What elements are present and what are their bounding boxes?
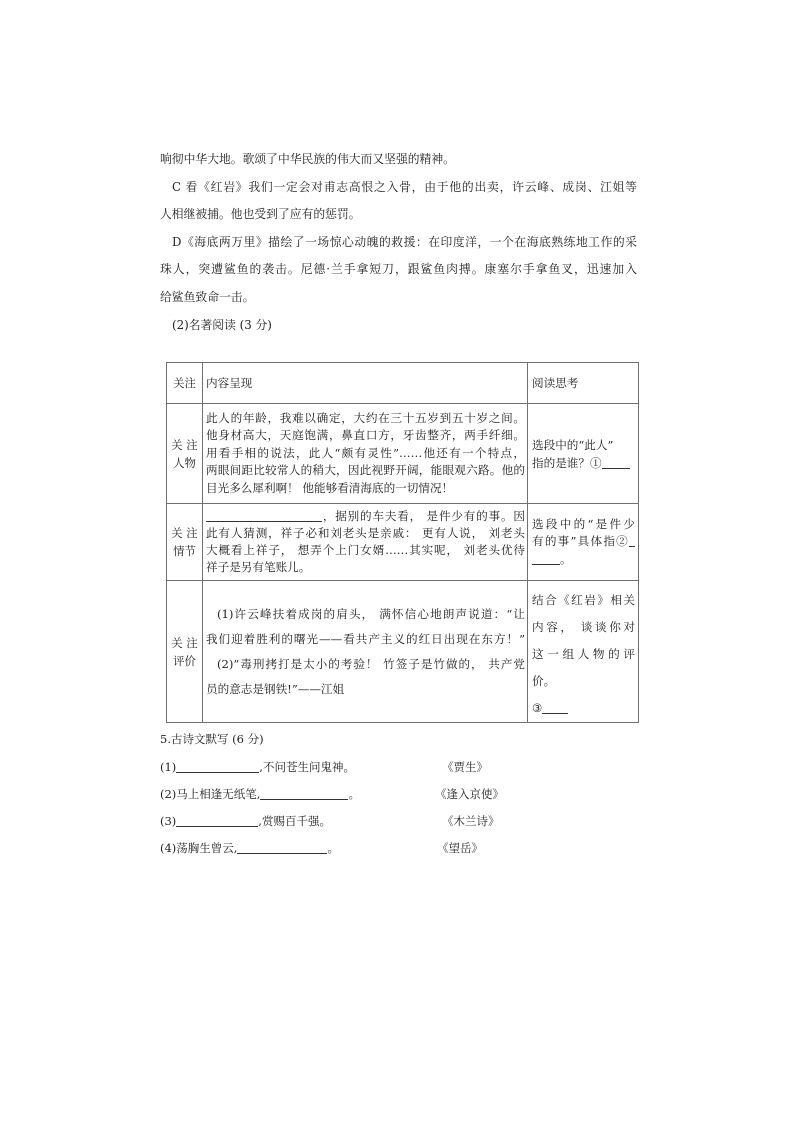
option-d bbox=[160, 229, 637, 312]
answer-blank bbox=[260, 788, 348, 800]
passage-excerpt bbox=[160, 146, 637, 312]
answer-blank bbox=[237, 842, 327, 854]
question-line bbox=[532, 695, 635, 722]
question-heading: 5.古诗文默写 (6 分) bbox=[160, 732, 264, 746]
question-text: ③ bbox=[532, 701, 543, 715]
dictation-item bbox=[160, 781, 580, 808]
content-line: 他身材高大，天庭饱满，鼻直口方，牙齿整齐，两手纤细。 bbox=[206, 428, 525, 443]
question-line bbox=[532, 533, 635, 551]
content-text: ，据别的车夫看， 是件少有的事。因 bbox=[322, 509, 525, 523]
content-line: 此人的年龄，我难以确定，大约在三十五岁到五十岁之间。 bbox=[206, 410, 525, 425]
answer-blank bbox=[176, 815, 258, 827]
answer-blank bbox=[206, 510, 322, 522]
row-label-line: 情节 bbox=[173, 544, 196, 558]
header-focus: 关注 bbox=[167, 363, 203, 404]
table-row bbox=[167, 581, 639, 723]
answer-blank bbox=[176, 761, 259, 773]
question-line: 选段中的“是件少 bbox=[532, 516, 635, 531]
item-text: (1) bbox=[160, 760, 177, 774]
content-line: 大概看上祥子， 想弄个上门女婿……其实呢， 刘老头优待 bbox=[206, 543, 525, 557]
content-line: 祥子是另有笔账儿。 bbox=[206, 560, 311, 574]
answer-blank bbox=[542, 702, 568, 714]
dictation-item bbox=[160, 754, 580, 781]
passage-line: 响彻中华大地。歌颂了中华民族的伟大而又坚强的精神。 bbox=[160, 152, 455, 166]
option-c-line: C 看《红岩》我们一定会对甫志高恨之入骨，由于他的出卖，许云峰、成岗、江姐等 bbox=[172, 179, 637, 194]
item-text: ,赏赐百千强。 bbox=[258, 814, 331, 828]
row-label-line: 人物 bbox=[173, 455, 196, 470]
table-row bbox=[167, 404, 639, 504]
content-line: 用看手相的说法，此人“颇有灵性”……他还有一个特点， bbox=[206, 445, 525, 460]
poem-source: 《望岳》 bbox=[437, 841, 483, 855]
content-line: 两眼间距比较常人的稍大，因此视野开阔，能眼观六路。他的 bbox=[206, 463, 525, 478]
item-text: (4)荡胸生曾云, bbox=[160, 841, 238, 855]
question-text: 。 bbox=[560, 551, 572, 566]
reading-table bbox=[166, 362, 639, 723]
option-d-line: 珠人，突遭鲨鱼的袭击。尼德·兰手拿短刀，跟鲨鱼肉搏。康塞尔手拿鱼叉，迅速加入 bbox=[160, 262, 637, 277]
dictation-section bbox=[160, 725, 580, 862]
answer-blank bbox=[532, 553, 560, 565]
poem-source: 《贾生》 bbox=[442, 760, 488, 774]
question-line: 结合《红岩》相关 bbox=[532, 593, 635, 607]
option-c-line: 人相继被捕。他也受到了应有的惩罚。 bbox=[160, 207, 361, 222]
question-line: 内容， 谈谈你对 bbox=[532, 620, 635, 634]
dictation-item bbox=[160, 808, 580, 835]
row-label-character bbox=[167, 404, 203, 504]
content-line: 我们迎着胜利的曙光——看共产主义的红日出现在东方！” bbox=[206, 631, 525, 646]
poem-source: 《木兰诗》 bbox=[442, 814, 500, 828]
content-line: (2)”毒刑拷打是太小的考验！ 竹签子是竹做的， 共产党 bbox=[217, 656, 525, 671]
option-d-line: 给鲨鱼致命一击。 bbox=[160, 289, 255, 304]
row-question-character bbox=[528, 404, 639, 504]
answer-blank bbox=[629, 535, 635, 547]
question-text: 指的是谁？① bbox=[532, 455, 602, 470]
question-line: 价。 bbox=[532, 674, 556, 688]
content-line bbox=[206, 508, 525, 525]
item-text: 。 bbox=[348, 787, 360, 801]
row-label-line: 评价 bbox=[173, 653, 196, 668]
question-line bbox=[532, 551, 635, 569]
item-text: (2)马上相逢无纸笔, bbox=[160, 787, 261, 801]
option-c bbox=[160, 174, 637, 229]
content-line: 此有人猜测，祥子必和刘老头是亲戚： 更有人说， 刘老头 bbox=[206, 526, 525, 540]
option-d-line: D《海底两万里》描绘了一场惊心动魄的救援：在印度洋，一个在海底熟练地工作的采 bbox=[172, 234, 637, 249]
row-label-line: 关 注 bbox=[171, 526, 198, 540]
row-content-evaluation bbox=[203, 581, 528, 723]
row-question-plot bbox=[528, 504, 639, 581]
question-line: 选段中的“此人” bbox=[532, 437, 614, 452]
question-line bbox=[532, 454, 635, 472]
table-row bbox=[167, 504, 639, 581]
content-line: 员的意志是钢铁!”——江姐 bbox=[206, 681, 345, 696]
item-text: ,不问苍生问鬼神。 bbox=[259, 760, 355, 774]
content-line: 目光多么犀利啊！ 他能够看清海底的一切情况！ bbox=[206, 480, 454, 495]
section-heading: (2)名著阅读 (3 分) bbox=[172, 318, 272, 332]
answer-blank bbox=[602, 457, 630, 469]
item-text: (3) bbox=[160, 814, 177, 828]
dictation-item bbox=[160, 835, 580, 862]
content-line: (1)许云峰扶着成岗的肩头， 满怀信心地朗声说道：“让 bbox=[217, 606, 525, 621]
question-line: 这一组人物的评 bbox=[532, 647, 635, 661]
row-content-plot bbox=[203, 504, 528, 581]
poem-source: 《逢入京使》 bbox=[435, 787, 504, 801]
question-text: 有的事”具体指② bbox=[532, 534, 629, 549]
row-label-evaluation bbox=[167, 581, 203, 723]
row-label-line: 关 注 bbox=[171, 635, 198, 650]
row-label-line: 关 注 bbox=[171, 437, 198, 452]
header-content: 内容呈现 bbox=[203, 363, 528, 404]
row-question-evaluation bbox=[528, 581, 639, 723]
row-content-character bbox=[203, 404, 528, 504]
header-thinking: 阅读思考 bbox=[528, 363, 639, 404]
item-text: 。 bbox=[327, 841, 339, 855]
table-header-row bbox=[167, 363, 639, 404]
row-label-plot bbox=[167, 504, 203, 581]
